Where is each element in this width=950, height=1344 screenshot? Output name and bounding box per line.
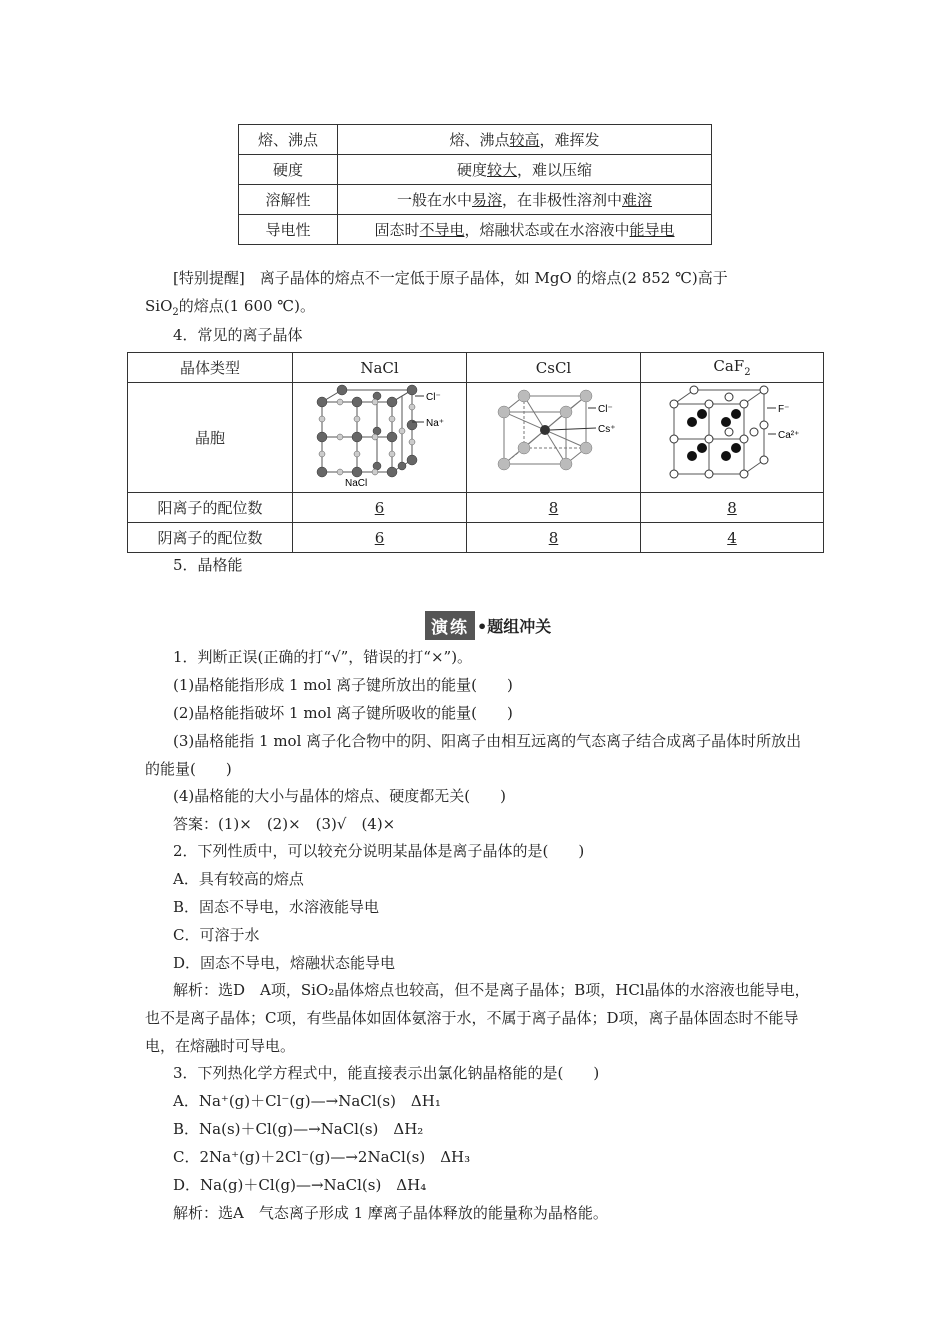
- property-label: 导电性: [239, 215, 338, 245]
- q1-item: (4)晶格能的大小与晶体的熔点、硬度都无关( ): [173, 787, 506, 805]
- caf2-anion-value: 4: [727, 528, 737, 547]
- nacl-unit-cell-icon: [300, 384, 460, 488]
- q3-option: B．Na(s)＋Cl(g)—→NaCl(s) ΔH₂: [173, 1120, 424, 1138]
- header-nacl: NaCl: [293, 353, 467, 383]
- q2-analysis: 解析：选D A项，SiO₂晶体熔点也较高，但不是离子晶体；B项，HCl晶体的水溶液也能导电，也不是离子晶体；C项，有些晶体如固体氨溶于水，不属于离子晶体；D项，离子晶体固态时不能导电，在熔融时可导电。: [145, 981, 810, 1055]
- q1-item: (3)晶格能指 1 mol 离子化合物中的阴、阳离子由相互远离的气态离子结合成离子晶体时所放出的能量( ): [145, 732, 802, 778]
- svg-text:F⁻: F⁻: [778, 403, 790, 415]
- caf2-cation-value: 8: [727, 498, 737, 517]
- cscl-unit-cell-icon: [474, 384, 634, 488]
- q3-option: D．Na(g)＋Cl(g)—→NaCl(s) ΔH₄: [173, 1176, 427, 1194]
- q2-option: D．固态不导电，熔融状态能导电: [173, 954, 396, 972]
- property-value: 硬度较大，难以压缩: [338, 155, 712, 185]
- q2-option: A．具有较高的熔点: [173, 870, 304, 888]
- svg-text:NaCl: NaCl: [344, 477, 367, 488]
- cscl-cell-image: [467, 383, 641, 493]
- property-row: [239, 185, 712, 215]
- nacl-cell-image: [293, 383, 467, 493]
- practice-header-text: •题组冲关: [477, 617, 552, 636]
- svg-text:Cs⁺: Cs⁺: [597, 423, 615, 435]
- q1-item: (2)晶格能指破坏 1 mol 离子键所吸收的能量( ): [173, 704, 513, 722]
- q1-stem: 1．判断正误(正确的打“√”，错误的打“×”)。: [173, 648, 473, 666]
- svg-text:Cl⁻: Cl⁻: [425, 391, 441, 403]
- tip-bracket: [特别提醒]: [173, 269, 245, 287]
- property-row: [239, 125, 712, 155]
- cation-label: 阳离子的配位数: [128, 493, 293, 523]
- property-table: [238, 124, 712, 245]
- property-label: 溶解性: [239, 185, 338, 215]
- crystal-table: [127, 352, 824, 553]
- q1-answer: 答案：(1)× (2)× (3)√ (4)×: [173, 815, 396, 833]
- property-label: 硬度: [239, 155, 338, 185]
- q2-option: C．可溶于水: [173, 926, 260, 944]
- anion-label: 阴离子的配位数: [128, 523, 293, 553]
- property-label: 熔、沸点: [239, 125, 338, 155]
- property-row: [239, 215, 712, 245]
- property-row: [239, 155, 712, 185]
- cscl-cation-value: 8: [548, 498, 559, 517]
- q1-item: (1)晶格能指形成 1 mol 离子键所放出的能量( ): [173, 676, 513, 694]
- practice-header: [425, 611, 551, 640]
- svg-text:Na⁺: Na⁺: [425, 417, 444, 429]
- practice-header-box: 演练: [425, 611, 475, 640]
- nacl-anion-value: 6: [374, 528, 385, 547]
- svg-text:Cl⁻: Cl⁻: [597, 403, 613, 415]
- section-4-title: 4．常见的离子晶体: [173, 326, 303, 344]
- cell-label: 晶胞: [128, 383, 293, 493]
- property-value: 固态时不导电，熔融状态或在水溶液中能导电: [338, 215, 712, 245]
- tip-line2: SiO$_2$的熔点(1 600 ℃)。: [145, 297, 315, 318]
- caf2-unit-cell-icon: [652, 384, 812, 488]
- tip-text: 离子晶体的熔点不一定低于原子晶体，如 MgO 的熔点(2 852 ℃)高于: [259, 269, 728, 287]
- q3-option: A．Na⁺(g)＋Cl⁻(g)—→NaCl(s) ΔH₁: [173, 1092, 441, 1110]
- q3-analysis: 解析：选A 气态离子形成 1 摩离子晶体释放的能量称为晶格能。: [173, 1204, 608, 1222]
- q2-option: B．固态不导电，水溶液能导电: [173, 898, 380, 916]
- q3-stem: 3．下列热化学方程式中，能直接表示出氯化钠晶格能的是( ): [173, 1064, 600, 1082]
- special-tip: [173, 268, 728, 288]
- svg-text:Ca²⁺: Ca²⁺: [778, 429, 800, 441]
- property-value: 一般在水中易溶，在非极性溶剂中难溶: [338, 185, 712, 215]
- caf2-cell-image: [641, 383, 824, 493]
- property-value: 熔、沸点较高，难挥发: [338, 125, 712, 155]
- section-5-title: 5．晶格能: [173, 556, 243, 574]
- nacl-cation-value: 6: [374, 498, 385, 517]
- header-type: 晶体类型: [128, 353, 293, 383]
- q2-stem: 2．下列性质中，可以较充分说明某晶体是离子晶体的是( ): [173, 842, 585, 860]
- header-cscl: CsCl: [467, 353, 641, 383]
- header-caf2: CaF$_2$: [641, 353, 824, 383]
- cscl-anion-value: 8: [548, 528, 559, 547]
- q3-option: C．2Na⁺(g)＋2Cl⁻(g)—→2NaCl(s) ΔH₃: [173, 1148, 471, 1166]
